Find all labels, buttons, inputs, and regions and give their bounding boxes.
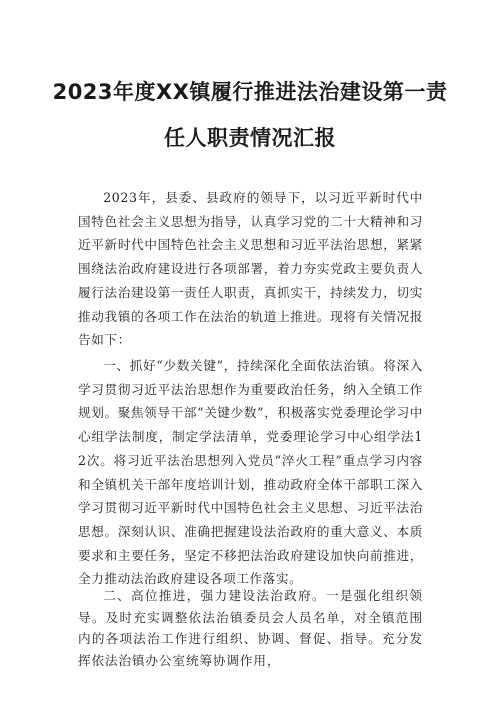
document-title-line-2: 任人职责情况汇报 <box>164 126 336 150</box>
paragraph-section-1: 一、抓好“少数关键”，持续深化全面依法治镇。将深入学习贯彻习近平法治思想作为重要政治任务，纳入全镇工作规划。聚焦领导干部“关键少数”，积极落实党委理论学习中心组学法制度，制定学法清单，党委理论学习中心组学法12次。将习近平法治思想列入党员“淬火工程”重点学习内容和全镇机关干部年度培训计划，推动政府全体干部职工深入学习贯彻习近平新时代中国特色社会主义思想、习近平法治思想。深刻认识、准确把握建设法治政府的重大意义、本质要求和主要任务，坚定不移把法治政府建设加快向前推进，全力推动法治政府建设各项工作落实。 <box>78 358 423 587</box>
paragraph-section-2: 二、高位推进，强力建设法治政府。一是强化组织领导。及时充实调整依法治镇委员会人员名单，对全镇范围内的各项法治工作进行组织、协调、督促、指导。充分发挥依法治镇办公室统筹协调作用， <box>78 588 423 668</box>
paragraph-intro: 2023年，县委、县政府的领导下，以习近平新时代中国特色社会主义思想为指导，认真学习党的二十大精神和习近平新时代中国特色社会主义思想和习近平法治思想，紧紧围绕法治政府建设进行各项部署，着力夯实党政主要负责人履行法治建设第一责任人职责，真抓实干，持续发力，切实推动我镇的各项工作在法治的轨道上推进。现将有关情况报告如下： <box>78 190 423 348</box>
document-title-line-1: 2023年度XX镇履行推进法治建设第一责 <box>52 80 448 104</box>
